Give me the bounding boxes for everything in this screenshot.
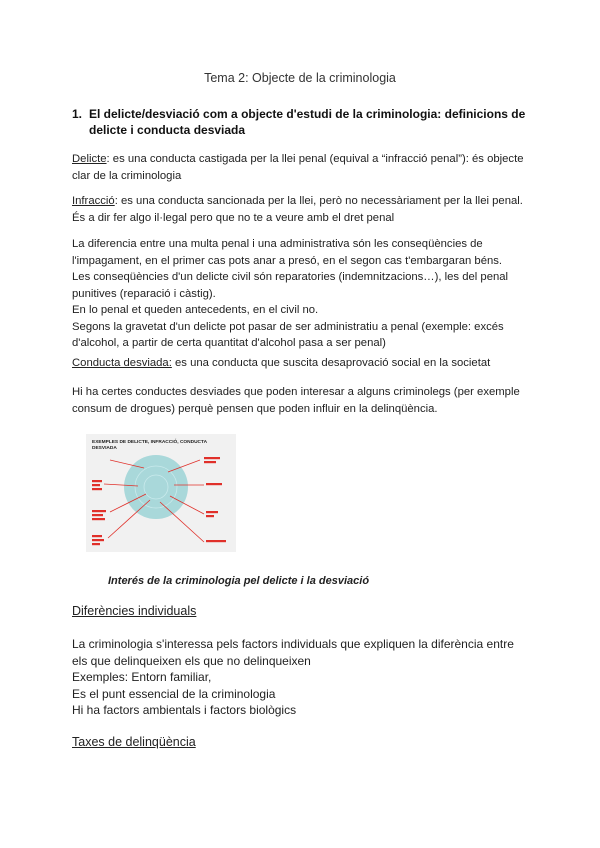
conducta-term: Conducta desviada: bbox=[72, 357, 172, 369]
figure-title-line-2: DESVIADA bbox=[92, 446, 117, 451]
infraccio-line-1: : es una conducta sancionada per la llei, però no necessàriament per la llei penal. bbox=[114, 195, 523, 207]
diferencies-line: els que delinqueixen els que no delinqueixen bbox=[72, 653, 311, 668]
figure-title-line-1: EXEMPLES DE DELICTE, INFRACCIÓ, CONDUCTA bbox=[92, 440, 208, 445]
conducta-paragraph bbox=[72, 355, 532, 372]
criminolegs-line: Hi ha certes conductes desviades que poden interesar a alguns criminolegs (per exemple bbox=[72, 386, 520, 398]
taxes-heading: Taxes de delinqüència bbox=[72, 735, 196, 749]
delicte-paragraph bbox=[72, 151, 532, 184]
diferencies-line: Hi ha factors ambientals i factors biològics bbox=[72, 703, 297, 717]
section-heading-text: El delicte/desviació com a objecte d'estudi de la criminologia: definicions de delicte i conducta desviada bbox=[89, 107, 526, 137]
diferencia-line: l'impagament, en el primer cas pots anar a presó, en el segon cas t'embargaran béns. bbox=[72, 254, 503, 267]
label-mark bbox=[92, 543, 100, 545]
label-mark bbox=[92, 518, 105, 520]
label-mark bbox=[92, 510, 106, 512]
diferencia-line: Les conseqüències d'un delicte civil són reparatories (indemnitzacions…), les del penal bbox=[72, 271, 509, 283]
label-mark bbox=[92, 539, 104, 541]
label-mark bbox=[204, 457, 220, 459]
diferencia-line: La diferencia entre una multa penal i una administrativa són les conseqüències de bbox=[72, 238, 483, 250]
diferencia-line: En lo penal et queden antecedents, en el civil no. bbox=[72, 304, 319, 316]
diferencies-line: Exemples: Entorn familiar, bbox=[72, 670, 212, 684]
diferencia-line: Segons la gravetat d'un delicte pot pasar de ser administratiu a penal (exemple: excés bbox=[72, 320, 504, 333]
diferencies-line: La criminologia s'interessa pels factors individuals que expliquen la diferència entre bbox=[72, 637, 514, 651]
label-mark bbox=[92, 514, 103, 516]
diferencia-line: d'alcohol, a partir de certa quantitat d'alcohol pasa a ser penal) bbox=[72, 337, 386, 349]
diferencies-line: Es el punt essencial de la criminologia bbox=[72, 686, 276, 701]
delicte-text: : es una conducta castigada per la llei penal (equival a “infracció penal”): és objecte clar de la criminologia bbox=[72, 153, 524, 182]
infraccio-line-2: És a dir fer algo il·legal pero que no te a veure amb el dret penal bbox=[72, 211, 395, 224]
label-mark bbox=[92, 484, 100, 486]
criminolegs-paragraph bbox=[72, 384, 532, 417]
diferencies-heading: Diferències individuals bbox=[72, 604, 197, 618]
section-number: 1. bbox=[72, 107, 83, 121]
label-mark bbox=[92, 535, 102, 537]
diferencia-line: punitives (reparació i càstig). bbox=[72, 287, 216, 300]
conducta-text: es una conducta que suscita desaprovació social en la societat bbox=[171, 357, 491, 369]
examples-figure bbox=[86, 434, 236, 552]
page-title: Tema 2: Objecte de la criminologia bbox=[204, 71, 396, 85]
figure-caption: Interés de la criminologia pel delicte i la desviació bbox=[108, 575, 370, 587]
figure-diagram bbox=[86, 434, 236, 552]
outer-circle bbox=[124, 455, 188, 519]
criminolegs-line: consum de drogues) perquè pensen que poden influir en la delinqüència. bbox=[72, 402, 438, 415]
label-mark bbox=[92, 488, 102, 490]
label-mark bbox=[206, 515, 214, 517]
infraccio-term: Infracció bbox=[72, 195, 115, 207]
diferencies-paragraph bbox=[72, 636, 542, 719]
label-mark bbox=[92, 480, 102, 482]
connector-line bbox=[160, 502, 204, 542]
section-heading bbox=[72, 106, 529, 138]
label-mark bbox=[206, 540, 226, 542]
connector-line bbox=[108, 500, 150, 538]
label-mark bbox=[206, 511, 218, 513]
label-mark bbox=[206, 483, 222, 485]
label-mark bbox=[204, 461, 216, 463]
diferencia-paragraph bbox=[72, 236, 532, 352]
infraccio-paragraph bbox=[72, 193, 532, 226]
delicte-term: Delicte bbox=[72, 153, 107, 165]
